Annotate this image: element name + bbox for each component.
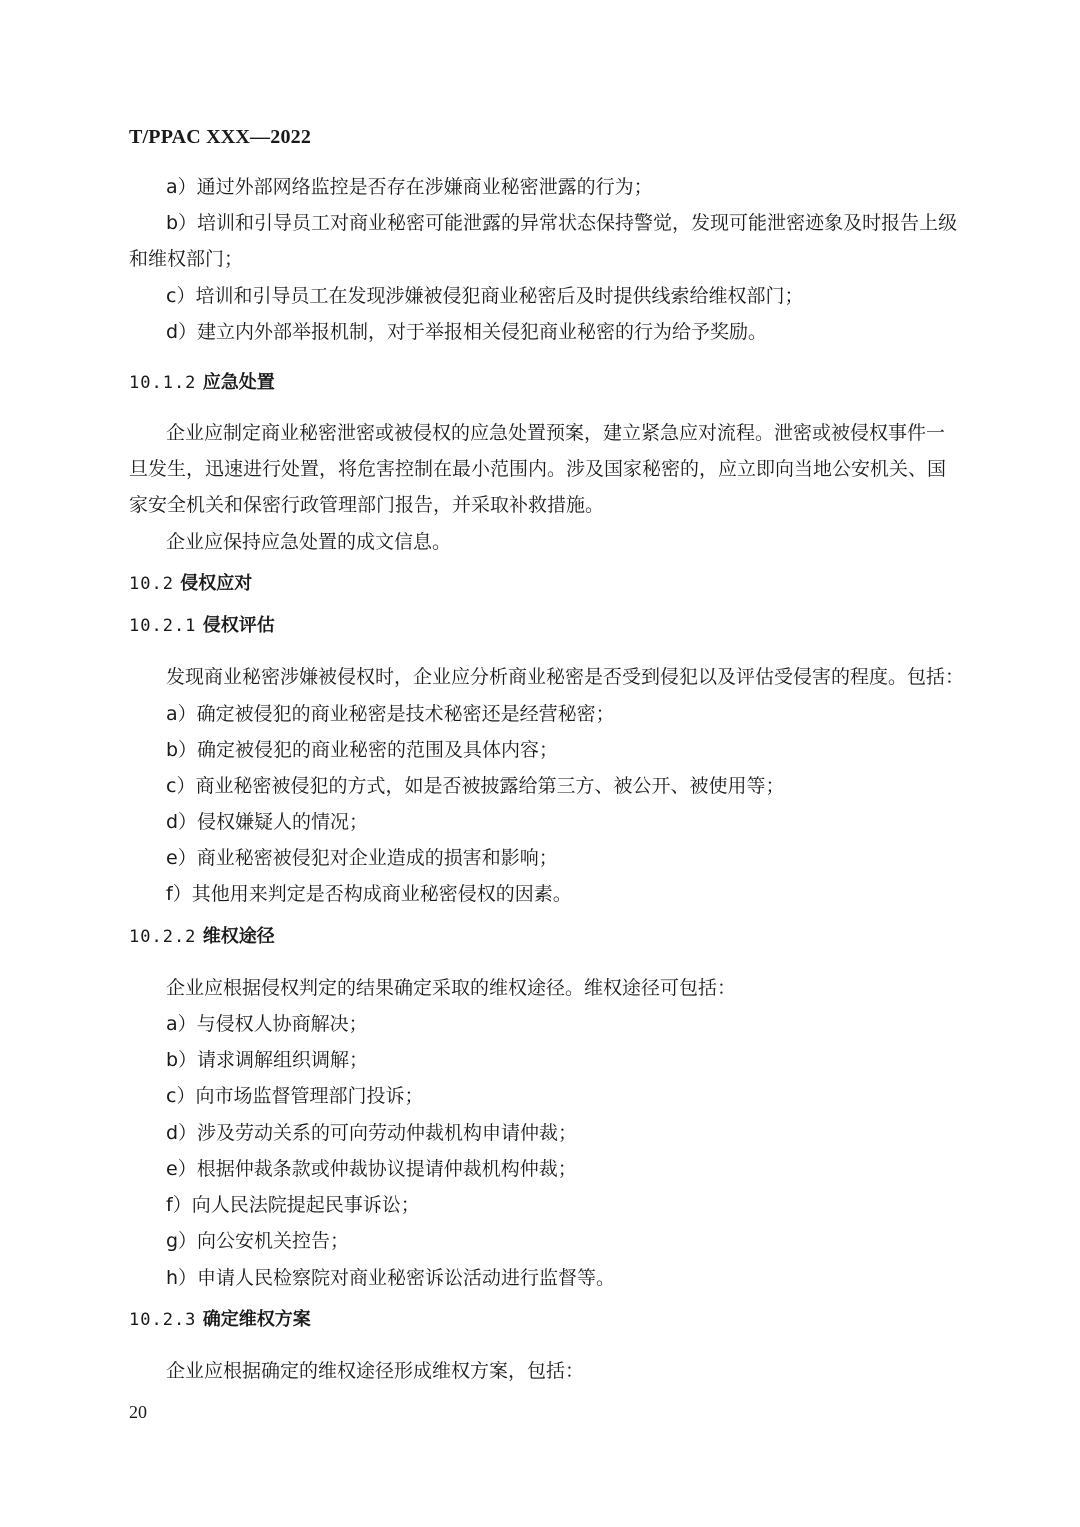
paragraph: 发现商业秘密涉嫌被侵权时，企业应分析商业秘密是否受到侵犯以及评估受侵害的程度。包括： [166,666,965,688]
list-item: a）确定被侵犯的商业秘密是技术秘密还是经营秘密； [166,703,615,725]
paragraph-line: 旦发生，迅速进行处置，将危害控制在最小范围内。涉及国家秘密的，应立即向当地公安机关、国 [129,458,947,480]
list-item: b）确定被侵犯的商业秘密的范围及具体内容； [166,739,559,761]
section-number: 10.2.3 [129,1310,197,1330]
section-number: 10.2 [129,574,174,594]
section-number: 10.2.2 [129,927,197,947]
section-title: 应急处置 [202,372,275,393]
section-title: 侵权应对 [180,573,253,594]
list-item: f）向人民法院提起民事诉讼； [166,1194,420,1216]
paragraph: 企业应保持应急处置的成文信息。 [166,531,452,553]
list-item: c）培训和引导员工在发现涉嫌被侵犯商业秘密后及时提供线索给维权部门； [166,285,804,307]
list-item: e）根据仲裁条款或仲裁协议提请仲裁机构仲裁； [166,1158,577,1180]
list-item: g）向公安机关控告； [166,1230,350,1252]
list-item: f）其他用来判定是否构成商业秘密侵权的因素。 [166,883,572,905]
page-number: 20 [129,1402,147,1422]
section-heading-10-2-2 [129,923,275,951]
section-number: 10.2.1 [129,616,197,636]
section-title: 确定维权方案 [202,1309,311,1330]
section-number: 10.1.2 [129,373,197,393]
section-heading-10-1-2 [129,369,275,397]
list-item: c）向市场监督管理部门投诉； [166,1085,424,1107]
section-heading-10-2-1 [129,612,275,640]
section-heading-10-2 [129,570,252,598]
list-item: b）请求调解组织调解； [166,1049,369,1071]
list-item: d）侵权嫌疑人的情况； [166,811,369,833]
list-item: d）涉及劳动关系的可向劳动仲裁机构申请仲裁； [166,1122,578,1144]
list-item: b）培训和引导员工对商业秘密可能泄露的异常状态保持警觉，发现可能泄密迹象及时报告上级 [166,212,958,234]
paragraph: 企业应根据侵权判定的结果确定采取的维权途径。维权途径可包括： [166,977,737,999]
paragraph-line: 企业应制定商业秘密泄密或被侵权的应急处置预案，建立紧急应对流程。泄密或被侵权事件一 [166,422,946,444]
list-item: h）申请人民检察院对商业秘密诉讼活动进行监督等。 [166,1267,616,1289]
list-item: c）商业秘密被侵犯的方式，如是否被披露给第三方、被公开、被使用等； [166,775,785,797]
list-item-continuation: 和维权部门； [129,248,244,270]
document-code-header: T/PPAC XXX—2022 [129,126,312,148]
paragraph: 企业应根据确定的维权途径形成维权方案，包括： [166,1360,585,1382]
paragraph-line: 家安全机关和保密行政管理部门报告，并采取补救措施。 [129,494,605,516]
list-item: a）通过外部网络监控是否存在涉嫌商业秘密泄露的行为； [166,176,653,198]
section-title: 维权途径 [202,926,275,947]
section-title: 侵权评估 [202,615,275,636]
section-heading-10-2-3 [129,1306,311,1334]
list-item: a）与侵权人协商解决； [166,1013,368,1035]
list-item: d）建立内外部举报机制，对于举报相关侵犯商业秘密的行为给予奖励。 [166,321,768,343]
list-item: e）商业秘密被侵犯对企业造成的损害和影响； [166,847,558,869]
